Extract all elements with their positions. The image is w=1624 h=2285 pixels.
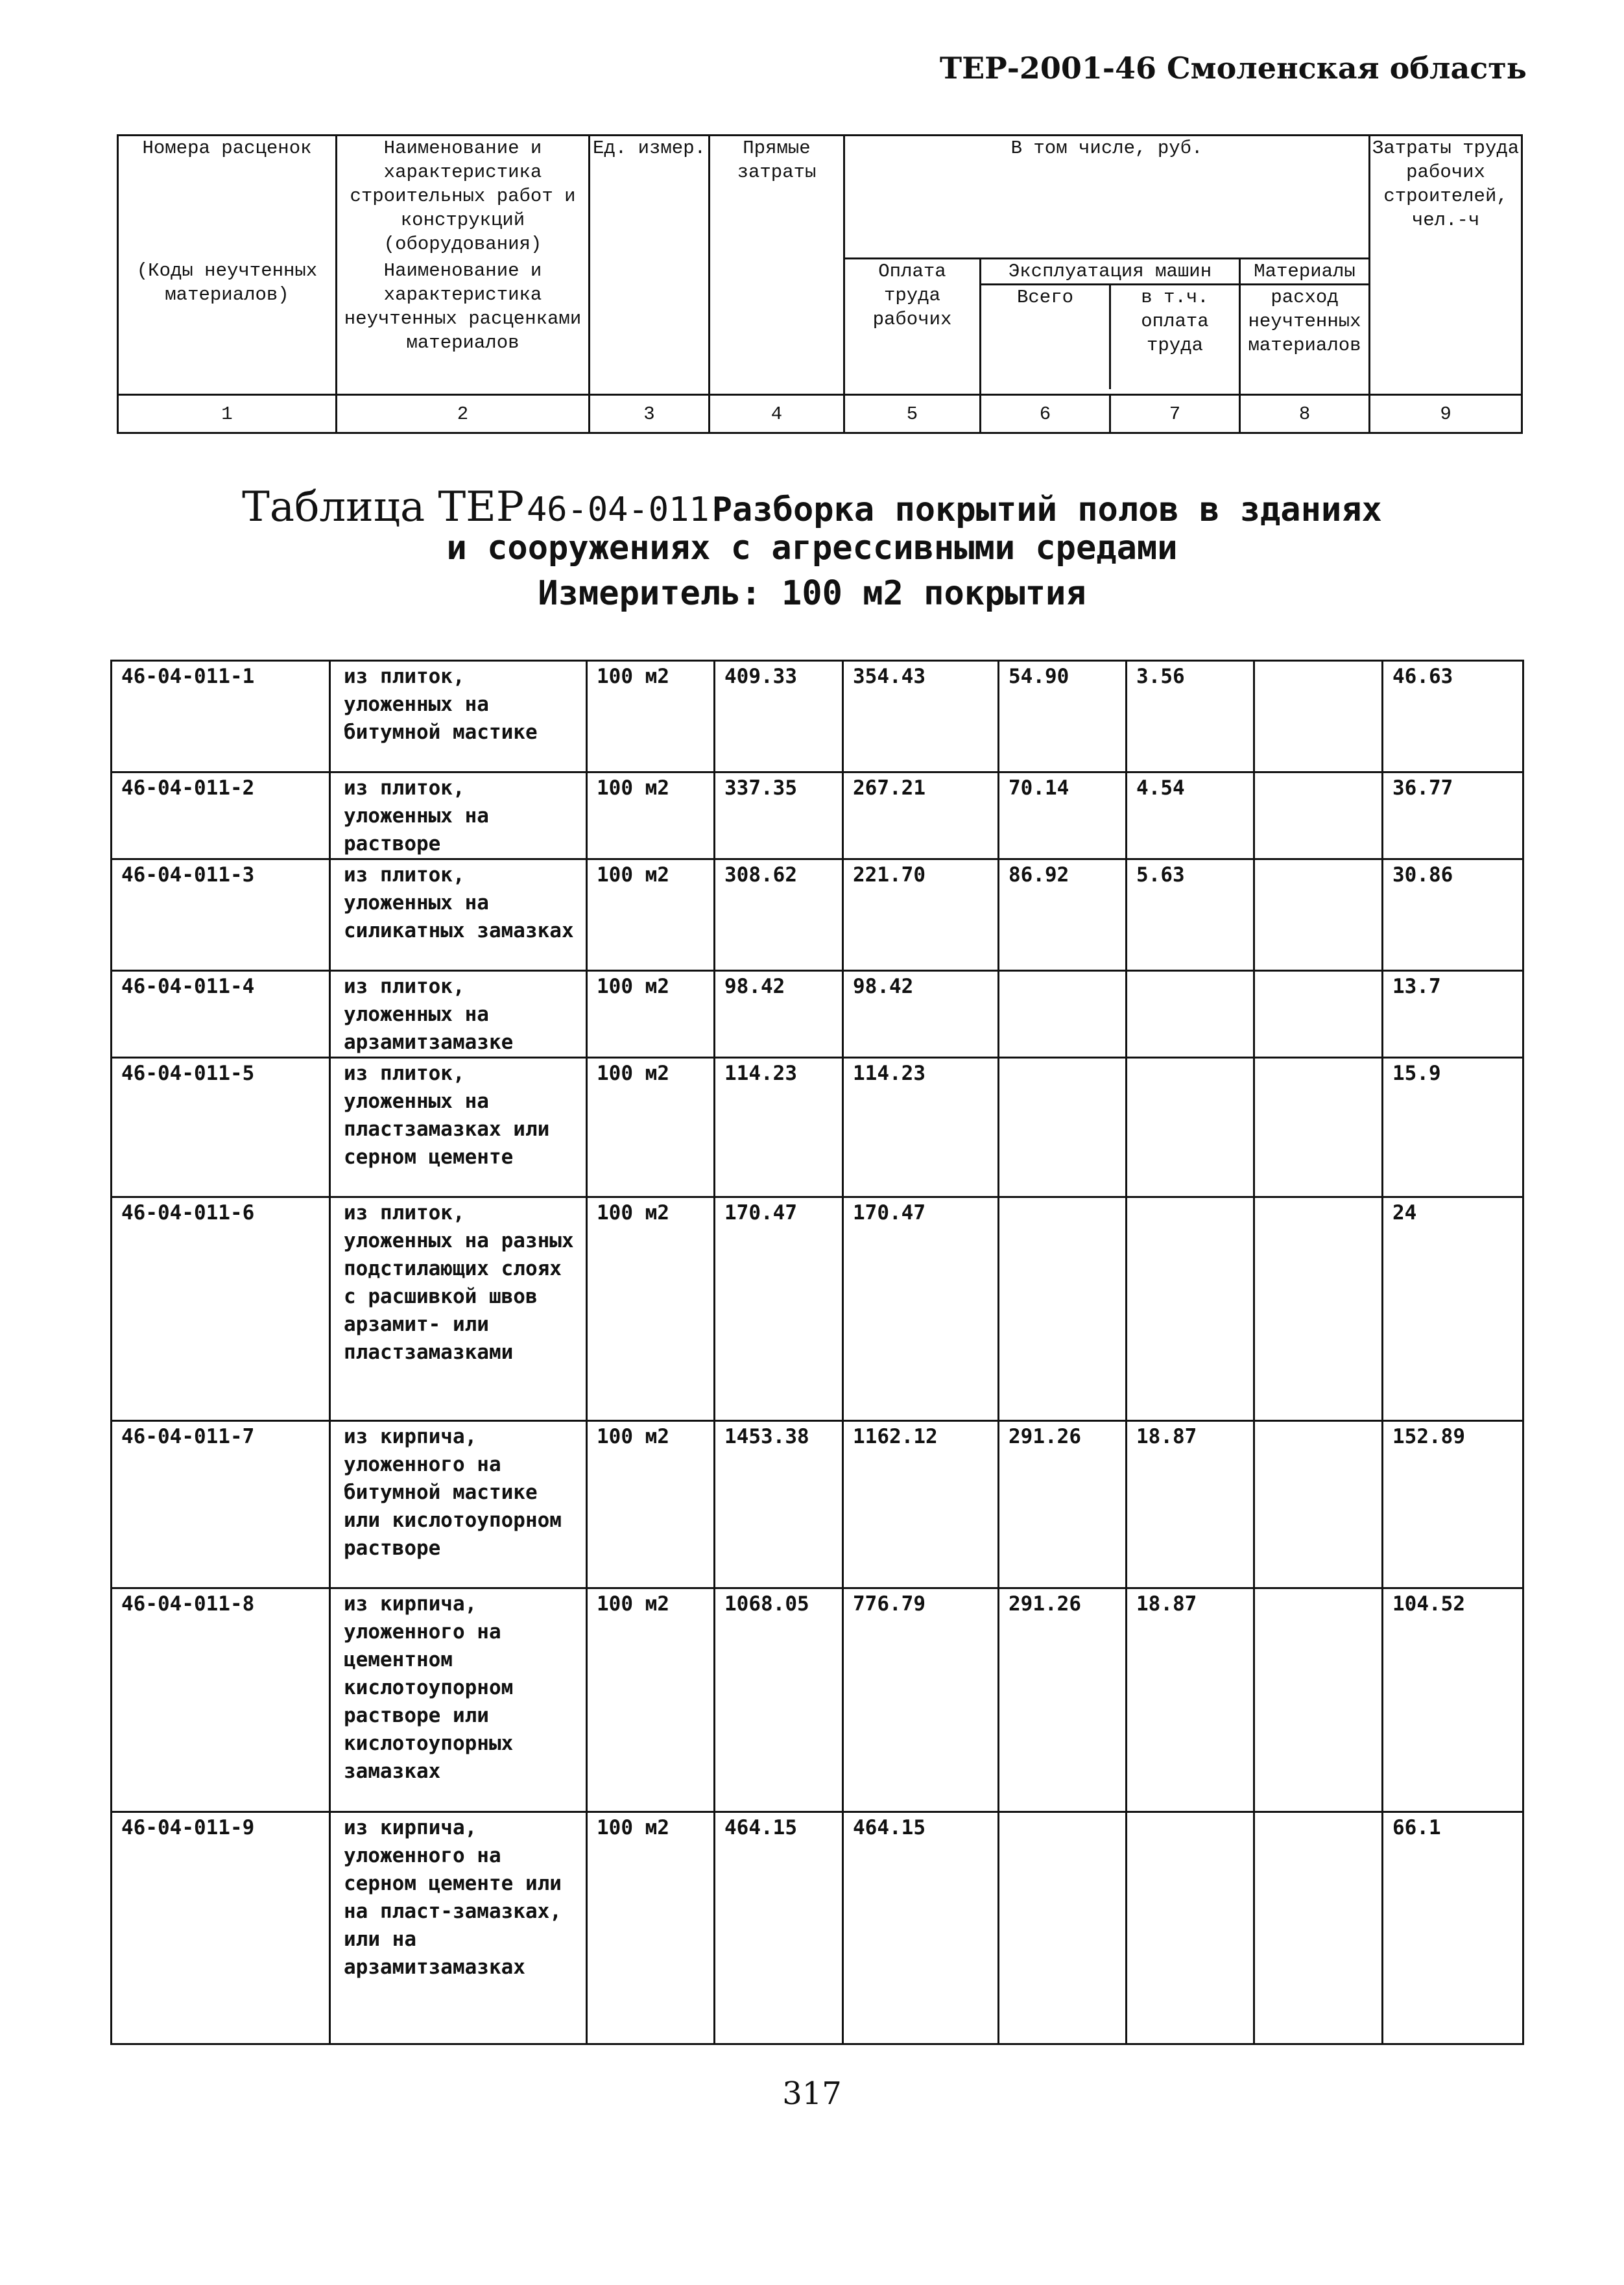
labor-cost-cell: 114.23: [843, 1058, 999, 1197]
table-row: [112, 1197, 1523, 1421]
machines-labor-cell: 4.54: [1127, 772, 1254, 859]
work-hours-cell: 46.63: [1383, 661, 1523, 772]
work-hours-cell: 24: [1383, 1197, 1523, 1421]
machines-labor-cell: 18.87: [1127, 1588, 1254, 1812]
rate-code-cell: 46-04-011-6: [112, 1197, 330, 1421]
machines-labor-cell: 18.87: [1127, 1421, 1254, 1588]
col-code-sub-header: (Коды неучтенных материалов): [118, 259, 337, 395]
materials-cell: [1254, 1588, 1383, 1812]
direct-cost-cell: 114.23: [715, 1058, 843, 1197]
col-code-header: Номера расценок: [118, 136, 337, 259]
rate-name-cell: из плиток, уложенных на пластзамазках или серном цементе: [330, 1058, 587, 1197]
col-machines-labor-header: в т.ч. оплата труда: [1141, 287, 1209, 356]
table-row: [112, 1421, 1523, 1588]
materials-cell: [1254, 772, 1383, 859]
rate-code-cell: 46-04-011-7: [112, 1421, 330, 1588]
table-row: [112, 1812, 1523, 2044]
machines-total-cell: 70.14: [999, 772, 1127, 859]
column-header-table: [117, 134, 1523, 434]
direct-cost-cell: 98.42: [715, 971, 843, 1058]
table-row: [112, 772, 1523, 859]
labor-cost-cell: 1162.12: [843, 1421, 999, 1588]
col-name-header: Наименование и характеристика строительных работ и конструкций (оборудования): [337, 136, 590, 259]
labor-cost-cell: 170.47: [843, 1197, 999, 1421]
col-name-sub-header: Наименование и характеристика неучтенных расценками материалов: [337, 259, 590, 395]
materials-cell: [1254, 1421, 1383, 1588]
unit-cell: 100 м2: [587, 1058, 715, 1197]
work-hours-cell: 36.77: [1383, 772, 1523, 859]
col-number: 3: [590, 395, 710, 433]
machines-labor-cell: 3.56: [1127, 661, 1254, 772]
page-number: 317: [782, 2076, 842, 2112]
unit-cell: 100 м2: [587, 661, 715, 772]
col-direct-header: Прямые затраты: [710, 136, 844, 395]
rate-name-cell: из кирпича, уложенного на битумной мастике или кислотоупорном растворе: [330, 1421, 587, 1588]
page-header-title: ТЕР-2001-46 Смоленская область: [939, 51, 1527, 86]
col-machines-header: Эксплуатация машин: [981, 259, 1239, 285]
materials-cell: [1254, 1812, 1383, 2044]
caption-code: 46-04-011: [526, 490, 710, 529]
rate-code-cell: 46-04-011-1: [112, 661, 330, 772]
unit-cell: 100 м2: [587, 1812, 715, 2044]
machines-labor-cell: [1127, 1058, 1254, 1197]
work-hours-cell: 30.86: [1383, 859, 1523, 971]
machines-total-cell: 291.26: [999, 1588, 1127, 1812]
machines-total-cell: [999, 971, 1127, 1058]
rate-code-cell: 46-04-011-2: [112, 772, 330, 859]
labor-cost-cell: 464.15: [843, 1812, 999, 2044]
materials-cell: [1254, 1197, 1383, 1421]
labor-cost-cell: 267.21: [843, 772, 999, 859]
machines-total-cell: [999, 1812, 1127, 2044]
rate-code-cell: 46-04-011-4: [112, 971, 330, 1058]
materials-cell: [1254, 859, 1383, 971]
col-labor-header: Оплата труда рабочих: [844, 259, 981, 395]
col-number: 6: [981, 395, 1110, 433]
col-materials-sub-header: расход неучтенных материалов: [1248, 287, 1361, 356]
table-caption-line2: [0, 529, 1624, 568]
unit-cell: 100 м2: [587, 772, 715, 859]
machines-total-cell: [999, 1058, 1127, 1197]
direct-cost-cell: 1453.38: [715, 1421, 843, 1588]
caption-measure: Измеритель: 100 м2 покрытия: [538, 574, 1086, 613]
caption-prefix: Таблица ТЕР: [242, 483, 524, 531]
rate-code-cell: 46-04-011-5: [112, 1058, 330, 1197]
direct-cost-cell: 1068.05: [715, 1588, 843, 1812]
work-hours-cell: 15.9: [1383, 1058, 1523, 1197]
col-number: 2: [337, 395, 590, 433]
rate-name-cell: из плиток, уложенных на разных подстилающих слоях с расшивкой швов арзамит- или пластзамазками: [330, 1197, 587, 1421]
machines-total-cell: [999, 1197, 1127, 1421]
caption-title-line1: Разборка покрытий полов в зданиях: [711, 490, 1382, 529]
machines-labor-cell: [1127, 1812, 1254, 2044]
unit-cell: 100 м2: [587, 1588, 715, 1812]
col-number: 8: [1240, 395, 1370, 433]
machines-labor-cell: 5.63: [1127, 859, 1254, 971]
col-number: 9: [1370, 395, 1522, 433]
unit-cell: 100 м2: [587, 859, 715, 971]
machines-labor-cell: [1127, 971, 1254, 1058]
rate-name-cell: из плиток, уложенных на арзамитзамазке: [330, 971, 587, 1058]
direct-cost-cell: 308.62: [715, 859, 843, 971]
unit-cell: 100 м2: [587, 971, 715, 1058]
col-hours-header: Затраты труда рабочих строителей, чел.-ч: [1370, 136, 1522, 395]
table-row: [112, 971, 1523, 1058]
direct-cost-cell: 464.15: [715, 1812, 843, 2044]
table-caption-line1: [0, 483, 1624, 531]
machines-total-cell: 54.90: [999, 661, 1127, 772]
caption-title-line2: и сооружениях с агрессивными средами: [446, 529, 1178, 568]
materials-cell: [1254, 1058, 1383, 1197]
labor-cost-cell: 354.43: [843, 661, 999, 772]
table-row: [112, 1588, 1523, 1812]
rate-code-cell: 46-04-011-8: [112, 1588, 330, 1812]
machines-total-cell: 86.92: [999, 859, 1127, 971]
direct-cost-cell: 170.47: [715, 1197, 843, 1421]
rate-name-cell: из кирпича, уложенного на цементном кислотоупорном растворе или кислотоупорных замазках: [330, 1588, 587, 1812]
work-hours-cell: 152.89: [1383, 1421, 1523, 1588]
unit-cell: 100 м2: [587, 1421, 715, 1588]
rate-name-cell: из плиток, уложенных на растворе: [330, 772, 587, 859]
machines-labor-cell: [1127, 1197, 1254, 1421]
work-hours-cell: 13.7: [1383, 971, 1523, 1058]
rates-table: [110, 660, 1524, 2045]
table-row: [112, 1058, 1523, 1197]
col-machines-total-header: Всего: [981, 285, 1111, 389]
direct-cost-cell: 409.33: [715, 661, 843, 772]
col-incl-header: В том числе, руб.: [844, 136, 1370, 259]
col-number: 1: [118, 395, 337, 433]
machines-total-cell: 291.26: [999, 1421, 1127, 1588]
rate-name-cell: из плиток, уложенных на силикатных замазках: [330, 859, 587, 971]
table-row: [112, 859, 1523, 971]
table-row: [112, 661, 1523, 772]
materials-cell: [1254, 971, 1383, 1058]
col-machines-subcols: [981, 285, 1239, 389]
labor-cost-cell: 221.70: [843, 859, 999, 971]
col-unit-header: Ед. измер.: [590, 136, 710, 395]
col-number: 4: [710, 395, 844, 433]
col-materials-header: Материалы: [1241, 259, 1368, 285]
rate-code-cell: 46-04-011-9: [112, 1812, 330, 2044]
col-number: 7: [1110, 395, 1240, 433]
labor-cost-cell: 776.79: [843, 1588, 999, 1812]
unit-cell: 100 м2: [587, 1197, 715, 1421]
labor-cost-cell: 98.42: [843, 971, 999, 1058]
col-machines-group: [981, 259, 1240, 395]
rate-name-cell: из кирпича, уложенного на серном цементе или на пласт-замазках, или на арзамитзамазках: [330, 1812, 587, 2044]
work-hours-cell: 66.1: [1383, 1812, 1523, 2044]
direct-cost-cell: 337.35: [715, 772, 843, 859]
col-materials-group: [1240, 259, 1370, 395]
work-hours-cell: 104.52: [1383, 1588, 1523, 1812]
rate-code-cell: 46-04-011-3: [112, 859, 330, 971]
materials-cell: [1254, 661, 1383, 772]
table-caption-line3: [0, 574, 1624, 613]
col-number: 5: [844, 395, 981, 433]
rate-name-cell: из плиток, уложенных на битумной мастике: [330, 661, 587, 772]
